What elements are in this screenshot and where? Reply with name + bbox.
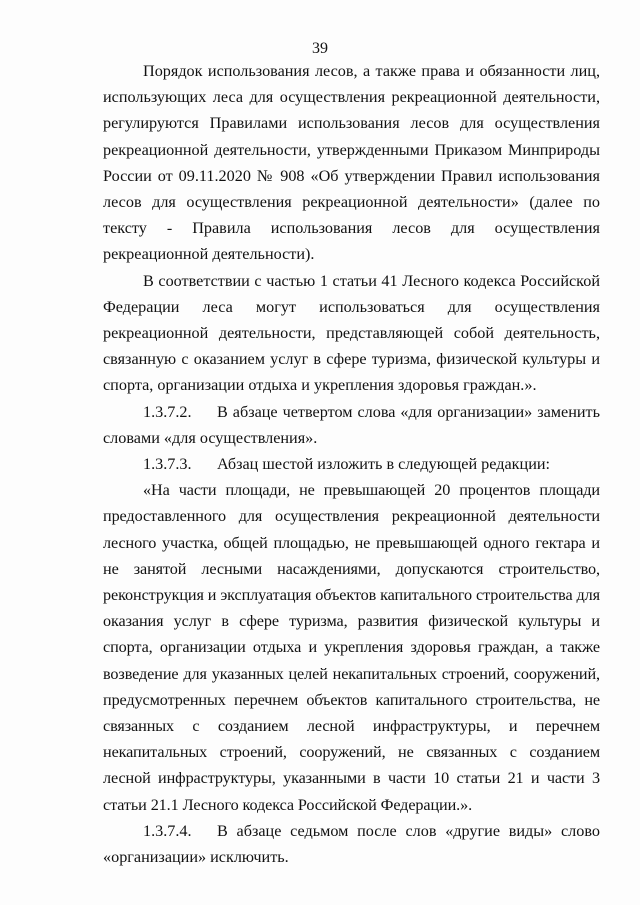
paragraph-forest-use-order: Порядок использования лесов, а также права и обязанности лиц, использующих леса для осуществления рекреационной деятельности, регулируются Правилами использования лесов для осуществления рекреационной деятельности, утвержденными Приказом Минприроды России от 09.11.2020 № 908 «Об утверждении Правил использования лесов для осуществления рекреационной деятельности» (далее по тексту - Правила использования лесов для осуществления рекреационной деятельности).	[103, 62, 600, 264]
paragraph-article-41: В соответствии с частью 1 статьи 41 Лесного кодекса Российской Федерации леса могут использоваться для осуществления рекреационной деятельности, представляющей собой деятельность, связанную с оказанием услуг в сфере туризма, физической культуры и спорта, организации отдыха и укрепления здоровья граждан.».	[103, 271, 600, 395]
page-number: 39	[312, 40, 328, 57]
clause-number: 1.3.7.4.	[143, 821, 192, 840]
clause-text: Абзац шестой изложить в следующей редакции:	[217, 455, 551, 474]
paragraph-1-3-7-3	[103, 451, 600, 477]
paragraph-1-3-7-2	[103, 399, 600, 451]
paragraph-new-wording: «На части площади, не превышающей 20 процентов площади предоставленного для осуществления рекреационной деятельности лесного участка, общей площадью, не превышающей одного гектара и не занятой лесными насаждениями, допускаются строительство, реконструкция и эксплуатация объектов капитального строительства для оказания услуг в сфере туризма, развития физической культуры и спорта, организации отдыха и укрепления здоровья граждан, а также возведение для указанных целей некапитальных строений, сооружений, предусмотренных перечнем объектов капитального строительства, не связанных с созданием лесной инфраструктуры, и перечнем некапитальных строений, сооружений, не связанных с созданием лесной инфраструктуры, указанными в части 10 статьи 21 и части 3 статьи 21.1 Лесного кодекса Российской Федерации.».	[103, 481, 600, 814]
document-body	[103, 58, 600, 870]
clause-text: В абзаце четвертом слова «для организации» заменить словами «для осуществления».	[103, 402, 600, 447]
clause-text: В абзаце седьмом после слов «другие виды» слово «организации» исключить.	[103, 821, 600, 867]
paragraph-1-3-7-4	[103, 818, 600, 870]
clause-number: 1.3.7.3.	[143, 455, 192, 474]
clause-number: 1.3.7.2.	[143, 402, 192, 421]
